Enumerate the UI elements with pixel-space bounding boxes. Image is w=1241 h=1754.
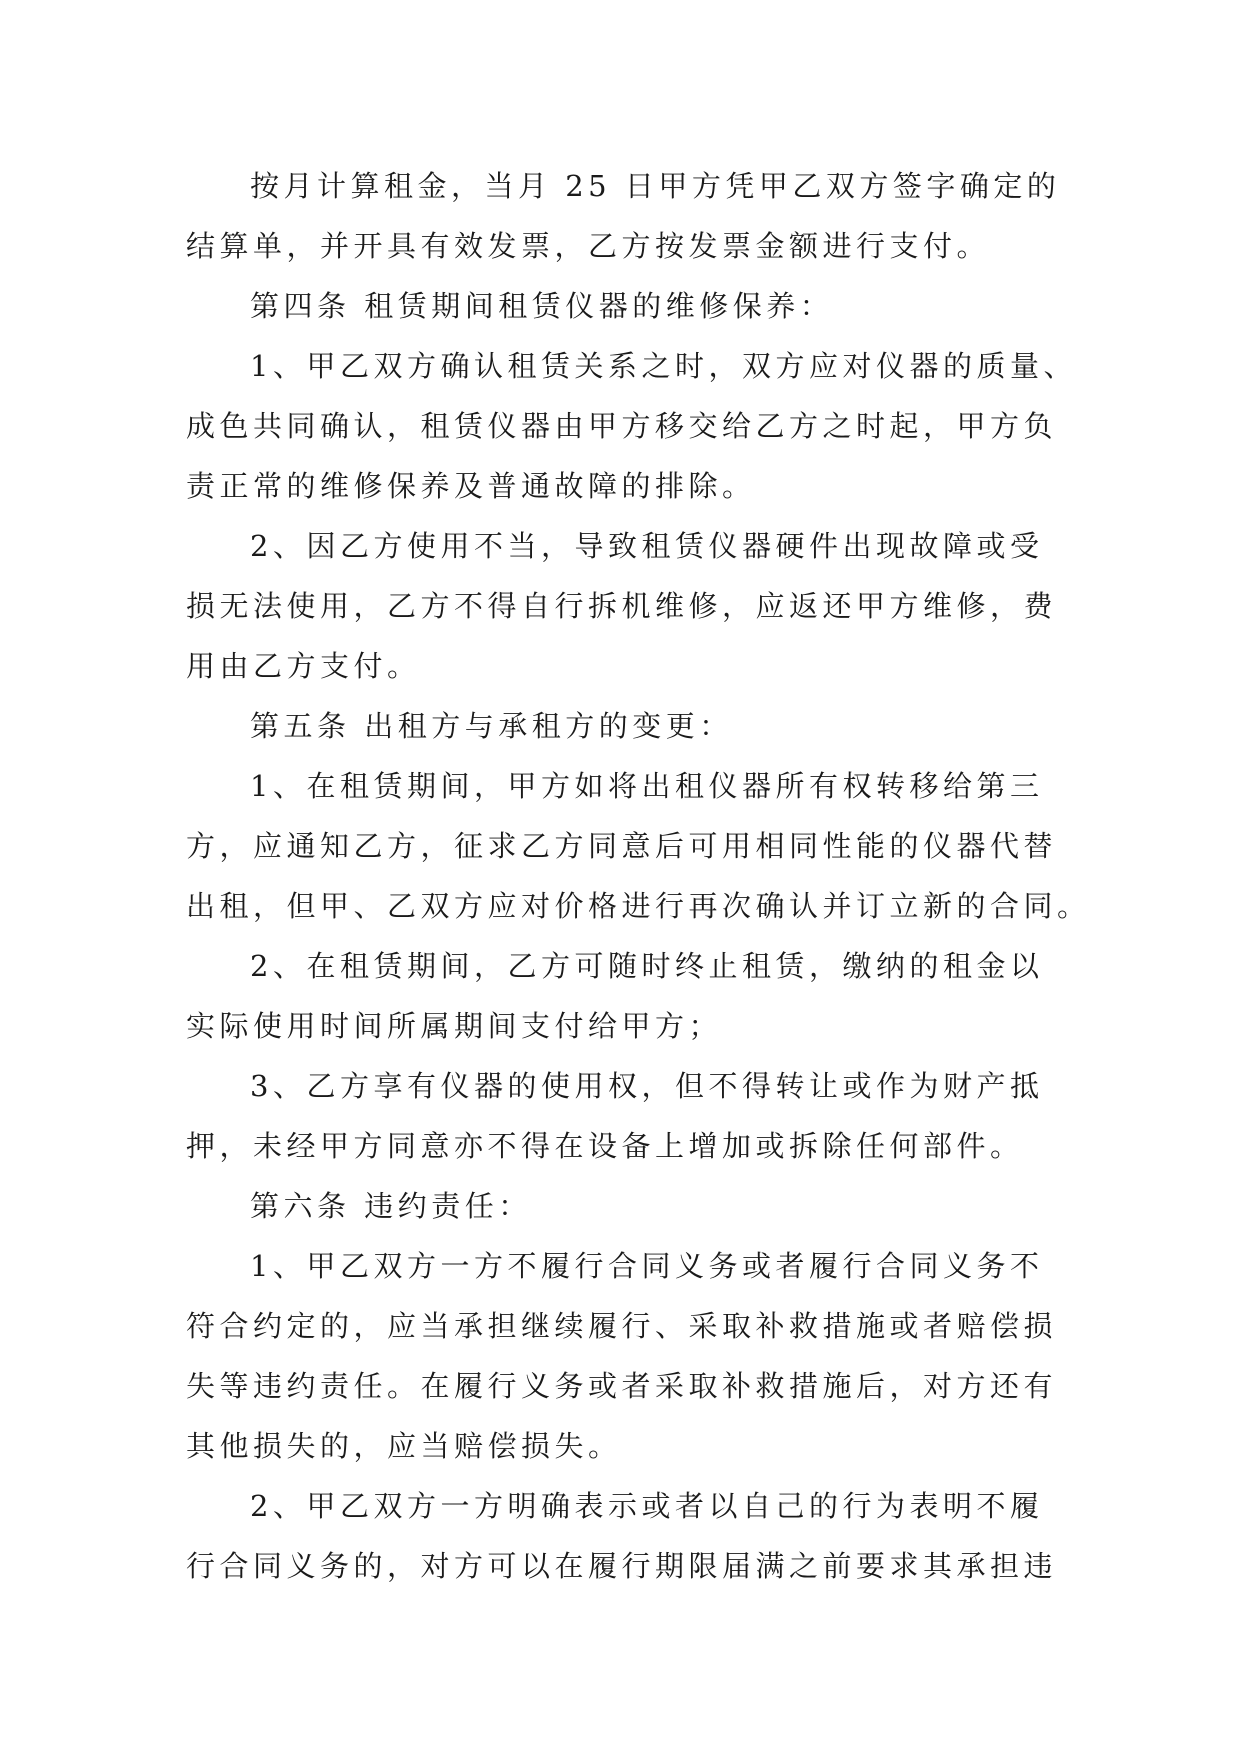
paragraph-line: 1、甲乙双方确认租赁关系之时，双方应对仪器的质量、 — [250, 349, 1077, 383]
paragraph-line: 失等违约责任。在履行义务或者采取补救措施后，对方还有 — [186, 1369, 1058, 1403]
paragraph-line: 符合约定的，应当承担继续履行、采取补救措施或者赔偿损 — [186, 1309, 1058, 1343]
paragraph-line: 2、因乙方使用不当，导致租赁仪器硬件出现故障或受 — [250, 529, 1044, 563]
document-body — [186, 156, 1091, 1596]
paragraph-line: 押，未经甲方同意亦不得在设备上增加或拆除任何部件。 — [186, 1129, 1024, 1163]
paragraph-line: 其他损失的，应当赔偿损失。 — [186, 1429, 622, 1463]
paragraph-line: 1、甲乙双方一方不履行合同义务或者履行合同义务不 — [250, 1249, 1044, 1283]
paragraph-line: 用由乙方支付。 — [186, 649, 421, 683]
paragraph-line: 2、在租赁期间，乙方可随时终止租赁，缴纳的租金以 — [250, 949, 1044, 983]
paragraph-line: 方，应通知乙方，征求乙方同意后可用相同性能的仪器代替 — [186, 829, 1058, 863]
paragraph-line: 出租，但甲、乙双方应对价格进行再次确认并订立新的合同。 — [186, 889, 1091, 923]
paragraph-line: 1、在租赁期间，甲方如将出租仪器所有权转移给第三 — [250, 769, 1044, 803]
paragraph-line: 实际使用时间所属期间支付给甲方； — [186, 1009, 723, 1043]
article-heading: 第五条 出租方与承租方的变更： — [250, 709, 733, 743]
paragraph-line: 3、乙方享有仪器的使用权，但不得转让或作为财产抵 — [250, 1069, 1044, 1103]
paragraph-line: 成色共同确认，租赁仪器由甲方移交给乙方之时起，甲方负 — [186, 409, 1058, 443]
article-heading: 第四条 租赁期间租赁仪器的维修保养： — [250, 289, 834, 323]
paragraph-line: 行合同义务的，对方可以在履行期限届满之前要求其承担违 — [186, 1549, 1058, 1583]
paragraph-line: 2、甲乙双方一方明确表示或者以自己的行为表明不履 — [250, 1489, 1044, 1523]
paragraph-line: 责正常的维修保养及普通故障的排除。 — [186, 469, 756, 503]
paragraph-line: 按月计算租金，当月 25 日甲方凭甲乙双方签字确定的 — [250, 169, 1061, 203]
article-heading: 第六条 违约责任： — [250, 1189, 532, 1223]
paragraph-line: 结算单，并开具有效发票，乙方按发票金额进行支付。 — [186, 229, 991, 263]
paragraph-line: 损无法使用，乙方不得自行拆机维修，应返还甲方维修，费 — [186, 589, 1058, 623]
